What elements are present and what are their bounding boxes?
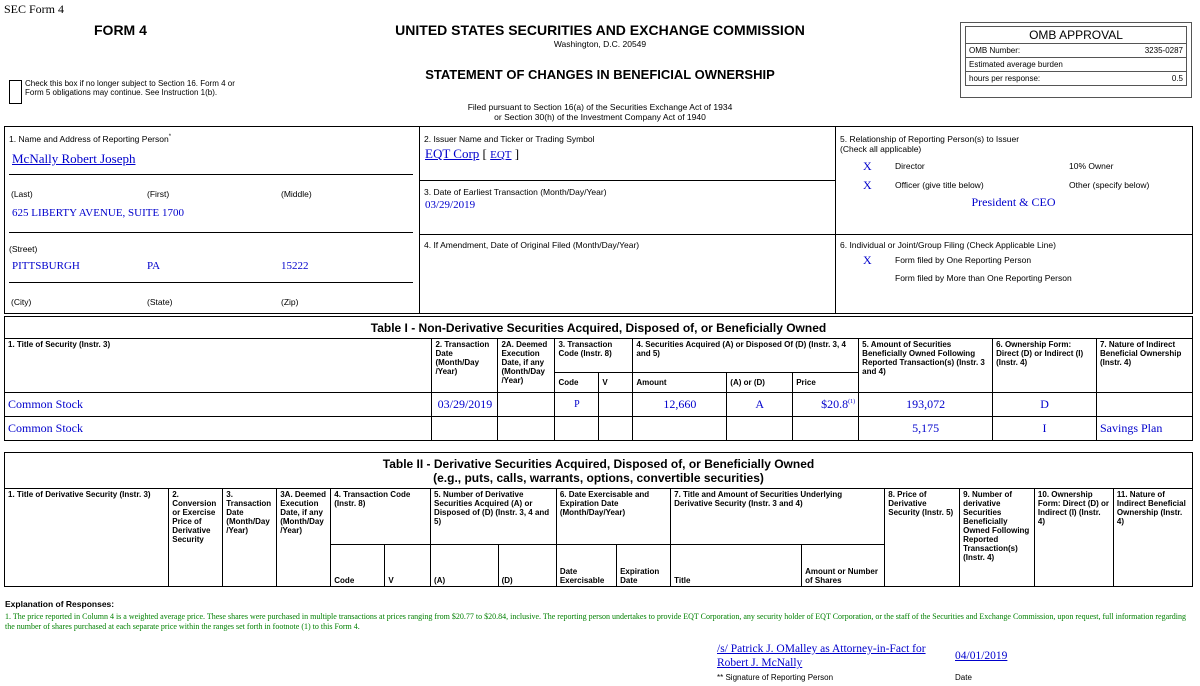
statement-title: STATEMENT OF CHANGES IN BENEFICIAL OWNERSHIP	[425, 67, 775, 82]
omb-number-value: 3235-0287	[1144, 46, 1183, 55]
signature-date[interactable]: 04/01/2019	[955, 650, 1008, 662]
one-person-label: Form filed by One Reporting Person	[895, 255, 1032, 265]
officer-title: President & CEO	[971, 195, 1056, 209]
box5-label: 5. Relationship of Reporting Person(s) to Issuer	[840, 134, 1020, 144]
omb-approval-box	[960, 22, 1192, 98]
t1-header-title: 1. Title of Security (Instr. 3)	[5, 339, 432, 393]
t1-header-ownership-form: 6. Ownership Form: Direct (D) or Indirect (I) (Instr. 4)	[993, 339, 1097, 393]
filed-pursuant-2: or Section 30(h) of the Investment Company Act of 1940	[494, 112, 706, 122]
last-label: (Last)	[11, 189, 33, 199]
omb-title: OMB APPROVAL	[965, 26, 1187, 44]
omb-number-label: OMB Number:	[969, 46, 1021, 55]
box4-label: 4. If Amendment, Date of Original Filed (Month/Day/Year)	[424, 240, 640, 250]
t2-header-title: 1. Title of Derivative Security (Instr. 3)	[5, 489, 169, 587]
omb-hours-label: hours per response:	[969, 74, 1041, 83]
footnote-1: 1. The price reported in Column 4 is a weighted average price. These shares were purchased in multiple transactions at prices ranging from $20.77 to $20.84, inclusive. The reporting person undertakes to provide EQT Corporation, any security holder of EQT Corporation, or the staff of the Securities and Exchange Commission, upon request, full information regarding the number of shares purchased at each separate price within the ranges set forth in footnote (1) to this Form 4.	[5, 612, 1187, 631]
table-1-title: Table I - Non-Derivative Securities Acquired, Disposed of, or Beneficially Owned	[5, 317, 1193, 339]
box1-label: 1. Name and Address of Reporting Person*	[9, 134, 172, 144]
other-label: Other (specify below)	[1069, 180, 1150, 190]
t1-r1-amount: 12,660	[633, 393, 727, 417]
t1-r1-price: $20.8$^{(1)}$	[793, 393, 859, 417]
table-1-non-derivative	[4, 316, 1193, 441]
t2-header-nature: 11. Nature of Indirect Beneficial Ownership (Instr. 4)	[1113, 489, 1192, 587]
t1-r1-code: P	[555, 393, 599, 417]
t1-r2-date	[432, 417, 498, 441]
zip-label: (Zip)	[281, 297, 299, 307]
address-city: PITTSBURGH	[12, 260, 80, 272]
agency-title: UNITED STATES SECURITIES AND EXCHANGE COMMISSION	[395, 22, 805, 38]
omb-burden-label: Estimated average burden	[966, 58, 1186, 72]
t1-r2-code	[555, 417, 599, 441]
table-row	[5, 417, 1193, 441]
t1-header-amount-owned: 5. Amount of Securities Beneficially Owned Following Reported Transaction(s) (Instr. 3 and 4)	[859, 339, 993, 393]
t2-header-number: 5. Number of Derivative Securities Acquired (A) or Disposed of (D) (Instr. 3, 4 and 5)	[431, 489, 557, 545]
signature-label: ** Signature of Reporting Person	[717, 673, 834, 682]
t1-sub-a-or-d: (A) or (D)	[727, 373, 793, 393]
t1-sub-code: Code	[555, 373, 599, 393]
t2-header-underlying: 7. Title and Amount of Securities Underlying Derivative Security (Instr. 3 and 4)	[671, 489, 885, 545]
t2-sub-expiration: Expiration Date	[617, 545, 671, 587]
earliest-transaction-date: 03/29/2019	[425, 199, 476, 211]
t1-r2-v	[599, 417, 633, 441]
t1-header-date: 2. Transaction Date (Month/Day /Year)	[432, 339, 498, 393]
table-2-subtitle: (e.g., puts, calls, warrants, options, convertible securities)	[433, 470, 764, 485]
address-zip: 15222	[281, 260, 309, 272]
issuer-line: EQT Corp [ EQT ]	[425, 146, 520, 161]
form-title: FORM 4	[94, 22, 147, 38]
t2-sub-exercisable: Date Exercisable	[556, 545, 616, 587]
first-label: (First)	[147, 189, 170, 199]
t1-r1-a-or-d: A	[727, 393, 793, 417]
explanation-label: Explanation of Responses:	[5, 599, 115, 609]
agency-location: Washington, D.C. 20549	[553, 39, 647, 49]
city-label: (City)	[11, 297, 32, 307]
t1-sub-price: Price	[793, 373, 859, 393]
checkbox-text: Check this box if no longer subject to Section 16. Form 4 or Form 5 obligations may continue. See Instruction 1(b).	[25, 79, 235, 97]
t1-header-code: 3. Transaction Code (Instr. 8)	[555, 339, 633, 373]
ten-percent-owner-label: 10% Owner	[1069, 161, 1114, 171]
t2-sub-code: Code	[331, 545, 385, 587]
director-mark: X	[863, 159, 872, 173]
t1-header-acquired: 4. Securities Acquired (A) or Disposed Of (D) (Instr. 3, 4 and 5)	[633, 339, 859, 373]
officer-label: Officer (give title below)	[895, 180, 984, 190]
omb-hours-value: 0.5	[1171, 74, 1183, 83]
state-label: (State)	[147, 297, 173, 307]
t1-r1-title: Common Stock	[5, 393, 432, 417]
t2-sub-title: Title	[671, 545, 802, 587]
t2-sub-d: (D)	[498, 545, 556, 587]
one-person-mark: X	[863, 253, 872, 267]
section16-checkbox[interactable]	[9, 80, 22, 104]
t1-r2-price	[793, 417, 859, 441]
box3-label: 3. Date of Earliest Transaction (Month/Day/Year)	[424, 187, 607, 197]
t2-header-owned: 9. Number of derivative Securities Beneficially Owned Following Reported Transaction(s) (Instr. 4)	[960, 489, 1035, 587]
box2-label: 2. Issuer Name and Ticker or Trading Symbol	[424, 134, 595, 144]
t1-r1-date: 03/29/2019	[432, 393, 498, 417]
middle-label: (Middle)	[281, 189, 312, 199]
sec-form-label: SEC Form 4	[4, 2, 65, 16]
t2-header-price: 8. Price of Derivative Security (Instr. 5)	[885, 489, 960, 587]
t1-r2-form: I	[993, 417, 1097, 441]
director-label: Director	[895, 161, 925, 171]
reporting-info-section	[4, 126, 1193, 314]
t2-header-deemed: 3A. Deemed Execution Date, if any (Month/Day /Year)	[277, 489, 331, 587]
ticker-link[interactable]: EQT	[490, 149, 512, 161]
t2-header-exercisable: 6. Date Exercisable and Expiration Date (Month/Day/Year)	[556, 489, 670, 545]
street-label: (Street)	[9, 244, 38, 254]
address-street: 625 LIBERTY AVENUE, SUITE 1700	[12, 207, 184, 219]
t2-header-conversion: 2. Conversion or Exercise Price of Derivative Security	[169, 489, 223, 587]
more-person-label: Form filed by More than One Reporting Person	[895, 273, 1072, 283]
t1-r2-owned: 5,175	[859, 417, 993, 441]
t1-r1-owned: 193,072	[859, 393, 993, 417]
t1-r1-v	[599, 393, 633, 417]
t1-sub-v: V	[599, 373, 633, 393]
date-label: Date	[955, 673, 972, 682]
t2-sub-a: (A)	[431, 545, 499, 587]
t1-r2-nature: Savings Plan	[1096, 417, 1192, 441]
t1-r1-nature	[1096, 393, 1192, 417]
signature-line-2[interactable]: Robert J. McNally	[717, 657, 803, 669]
box5-sublabel: (Check all applicable)	[840, 144, 922, 154]
t1-r1-form: D	[993, 393, 1097, 417]
reporting-person-name-link[interactable]: McNally Robert Joseph	[12, 151, 136, 166]
table-2-title: Table II - Derivative Securities Acquired, Disposed of, or Beneficially Owned (e.g., puts, calls, warrants, options, convertible securities)	[5, 453, 1193, 489]
table-2-derivative	[4, 452, 1193, 587]
officer-mark: X	[863, 178, 872, 192]
t2-sub-amount: Amount or Number of Shares	[802, 545, 885, 587]
t1-header-nature: 7. Nature of Indirect Beneficial Ownership (Instr. 4)	[1096, 339, 1192, 393]
t1-header-deemed: 2A. Deemed Execution Date, if any (Month/Day /Year)	[498, 339, 555, 393]
filed-pursuant-1: Filed pursuant to Section 16(a) of the Securities Exchange Act of 1934	[467, 102, 733, 112]
t1-sub-amount: Amount	[633, 373, 727, 393]
t2-header-date: 3. Transaction Date (Month/Day /Year)	[223, 489, 277, 587]
t1-r2-deemed	[498, 417, 555, 441]
address-state: PA	[147, 260, 161, 272]
t1-r2-a-or-d	[727, 417, 793, 441]
t2-header-code: 4. Transaction Code (Instr. 8)	[331, 489, 431, 545]
t1-r2-amount	[633, 417, 727, 441]
t2-header-ownership-form: 10. Ownership Form: Direct (D) or Indirect (I) (Instr. 4)	[1034, 489, 1113, 587]
signature-line-1[interactable]: /s/ Patrick J. OMalley as Attorney-in-Fact for	[717, 643, 926, 655]
issuer-name-link[interactable]: EQT Corp	[425, 146, 480, 161]
t1-r2-title: Common Stock	[5, 417, 432, 441]
box6-label: 6. Individual or Joint/Group Filing (Check Applicable Line)	[840, 240, 1056, 250]
t2-sub-v: V	[385, 545, 431, 587]
table-row	[5, 393, 1193, 417]
t1-r1-deemed	[498, 393, 555, 417]
